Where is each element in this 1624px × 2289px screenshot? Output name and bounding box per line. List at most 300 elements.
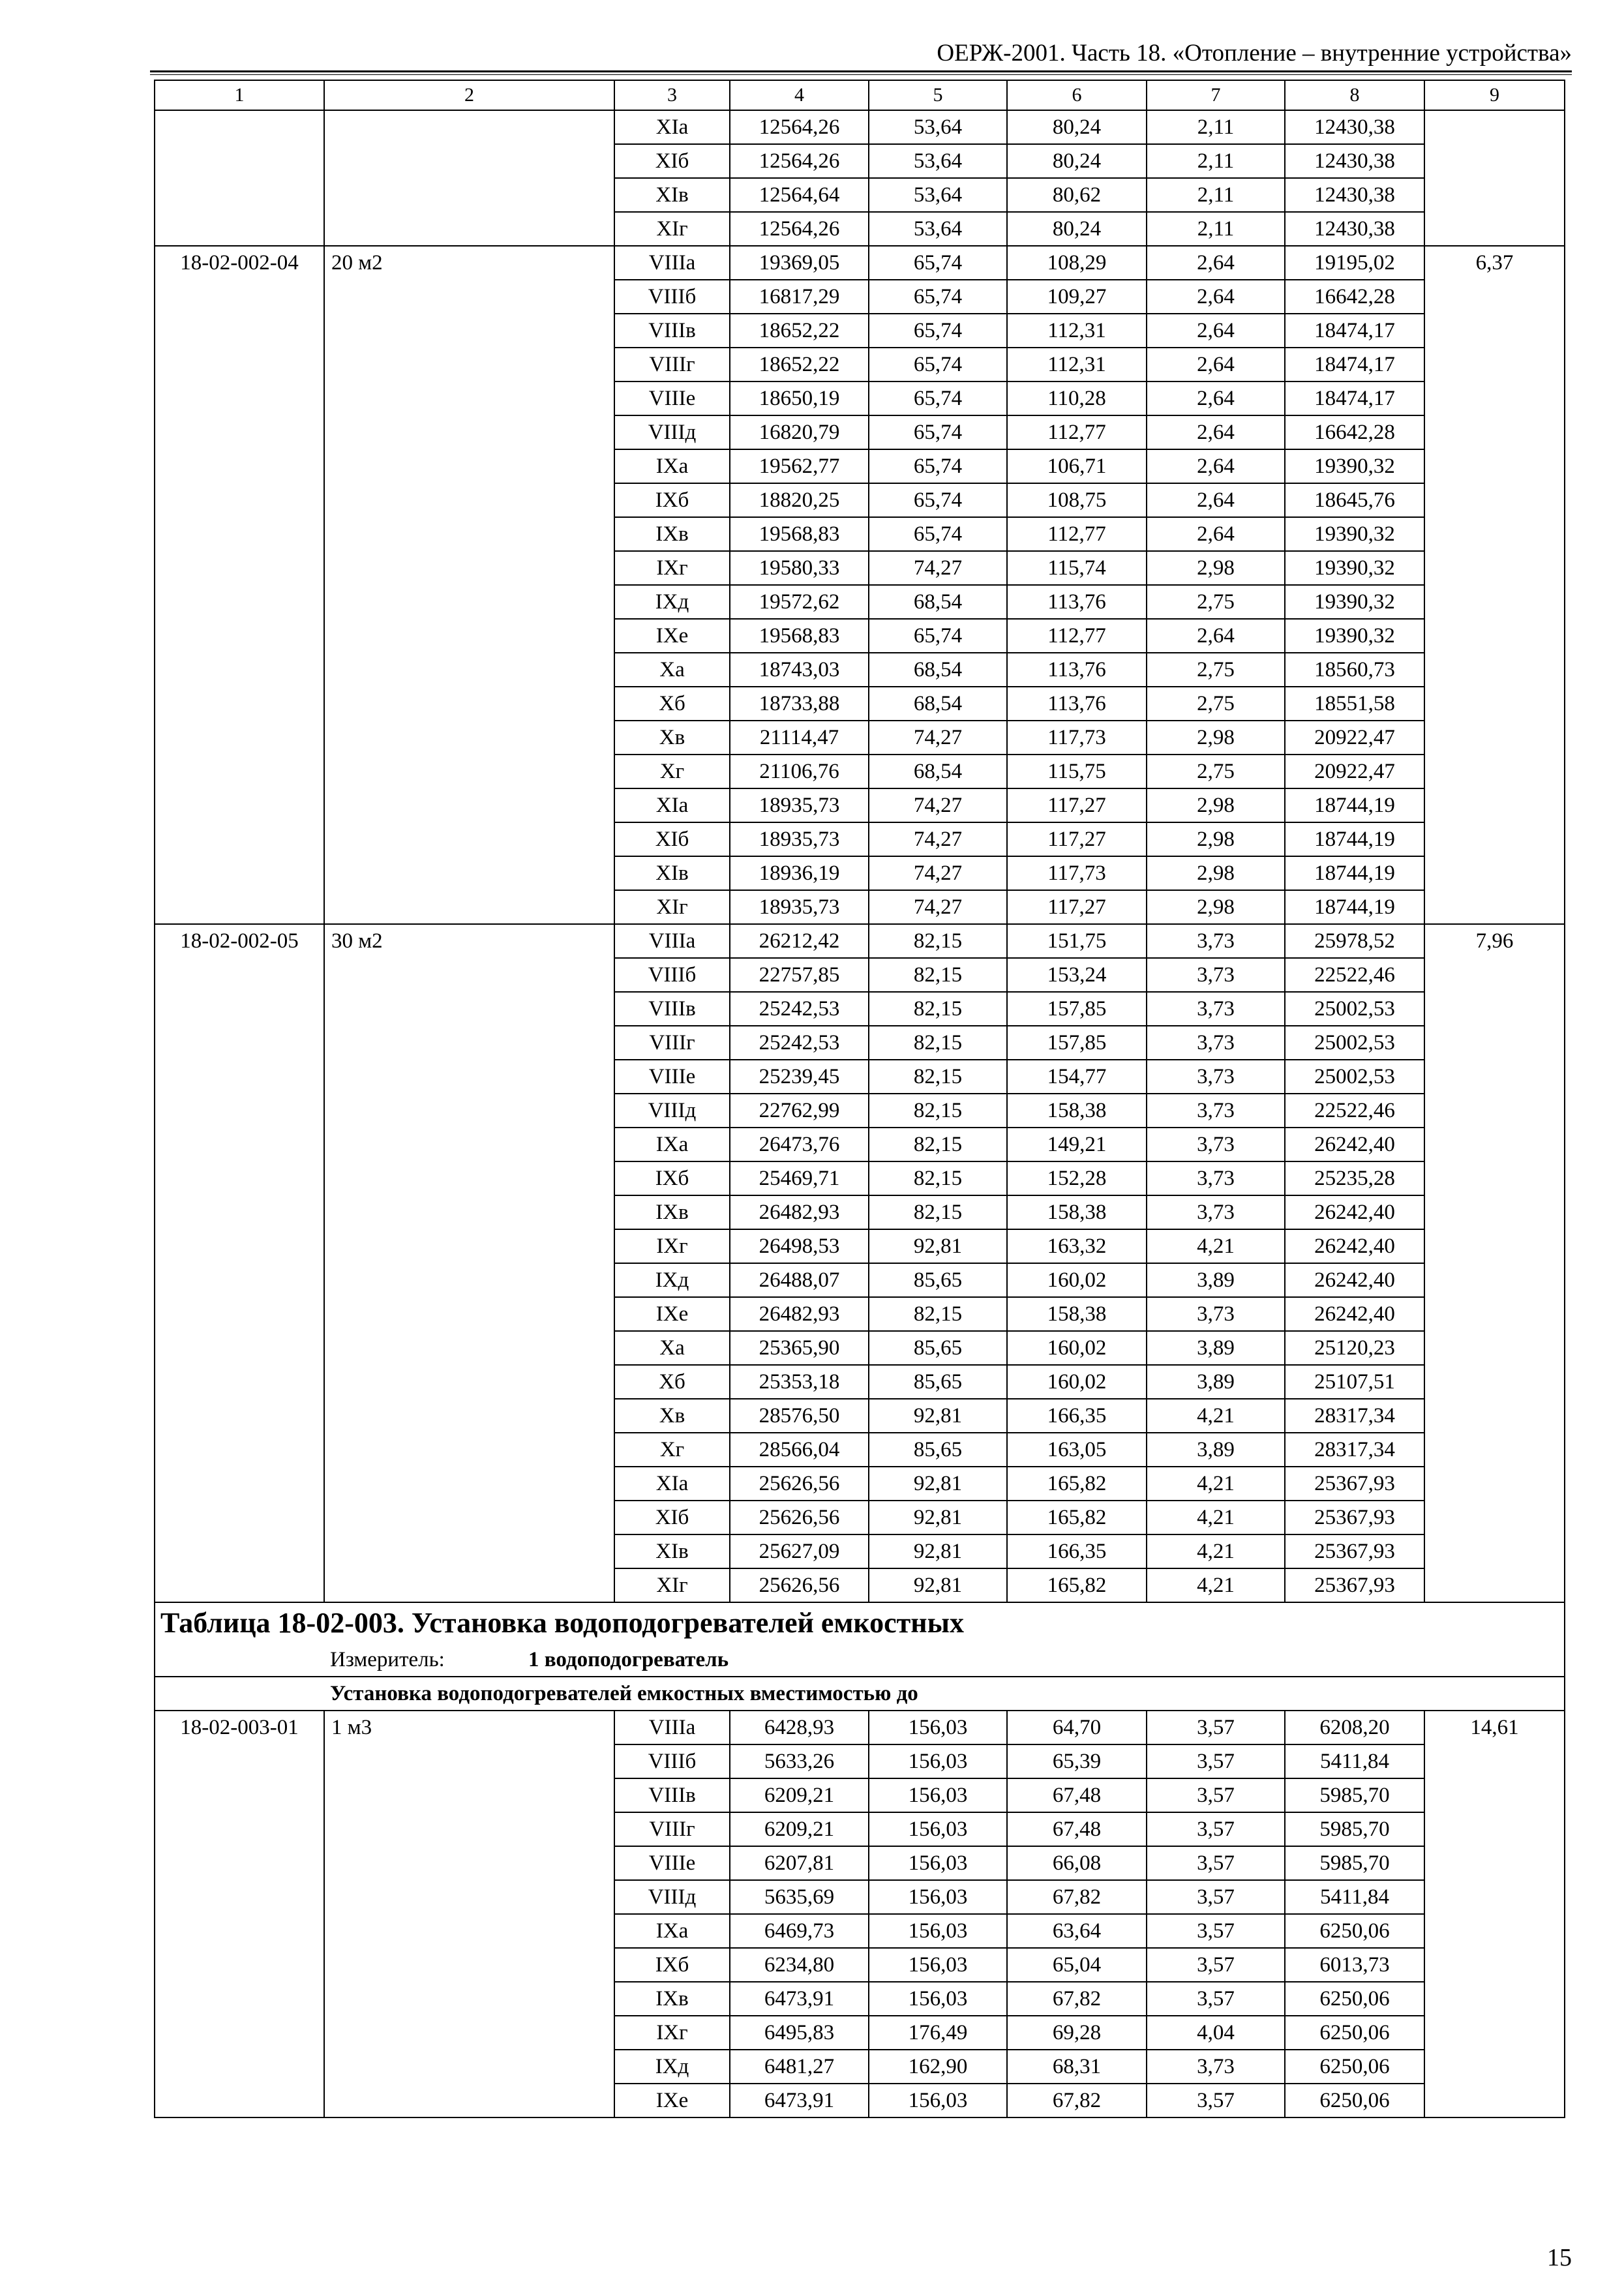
materials-cell: 25235,28 xyxy=(1285,1161,1424,1195)
total-cost-cell: 18743,03 xyxy=(730,653,869,687)
wages-cell: 85,65 xyxy=(869,1331,1007,1365)
materials-cell: 18474,17 xyxy=(1285,314,1424,348)
machines-cell: 154,77 xyxy=(1007,1060,1147,1094)
machines-cell: 67,48 xyxy=(1007,1778,1147,1812)
materials-cell: 19390,32 xyxy=(1285,449,1424,483)
region-cell: IXд xyxy=(614,1263,730,1297)
wages-cell: 65,74 xyxy=(869,483,1007,517)
measure-label: Измеритель: xyxy=(330,1648,445,1671)
wages-cell: 74,27 xyxy=(869,822,1007,856)
table-title: Таблица 18-02-003. Установка водоподогревателей емкостных xyxy=(155,1602,1565,1643)
driver-wages-cell: 3,73 xyxy=(1147,1195,1285,1229)
driver-wages-cell: 2,64 xyxy=(1147,483,1285,517)
region-cell: VIIIд xyxy=(614,1094,730,1128)
materials-cell: 28317,34 xyxy=(1285,1433,1424,1467)
driver-wages-cell: 2,98 xyxy=(1147,551,1285,585)
driver-wages-cell: 3,73 xyxy=(1147,1128,1285,1161)
materials-cell: 25367,93 xyxy=(1285,1534,1424,1568)
total-cost-cell: 16820,79 xyxy=(730,415,869,449)
wages-cell: 82,15 xyxy=(869,992,1007,1026)
wages-cell: 156,03 xyxy=(869,1711,1007,1744)
driver-wages-cell: 2,64 xyxy=(1147,382,1285,415)
driver-wages-cell: 3,57 xyxy=(1147,1914,1285,1948)
labor-cost-cell xyxy=(1424,110,1565,246)
region-cell: IXб xyxy=(614,1161,730,1195)
materials-cell: 22522,46 xyxy=(1285,958,1424,992)
materials-cell: 20922,47 xyxy=(1285,755,1424,788)
materials-cell: 6250,06 xyxy=(1285,2050,1424,2084)
region-cell: IXб xyxy=(614,483,730,517)
region-cell: VIIIд xyxy=(614,1880,730,1914)
price-table-sheet xyxy=(154,80,1564,2118)
machines-cell: 157,85 xyxy=(1007,1026,1147,1060)
materials-cell: 18744,19 xyxy=(1285,822,1424,856)
wages-cell: 156,03 xyxy=(869,1914,1007,1948)
machines-cell: 67,48 xyxy=(1007,1812,1147,1846)
materials-cell: 18744,19 xyxy=(1285,856,1424,890)
driver-wages-cell: 2,11 xyxy=(1147,144,1285,178)
total-cost-cell: 18935,73 xyxy=(730,788,869,822)
region-cell: Xг xyxy=(614,1433,730,1467)
region-cell: VIIIд xyxy=(614,415,730,449)
wages-cell: 176,49 xyxy=(869,2016,1007,2050)
region-cell: IXe xyxy=(614,1297,730,1331)
total-cost-cell: 12564,26 xyxy=(730,144,869,178)
region-cell: IXг xyxy=(614,1229,730,1263)
region-cell: XIв xyxy=(614,1534,730,1568)
region-cell: Xa xyxy=(614,653,730,687)
machines-cell: 157,85 xyxy=(1007,992,1147,1026)
region-cell: IXд xyxy=(614,2050,730,2084)
wages-cell: 65,74 xyxy=(869,619,1007,653)
region-cell: IXг xyxy=(614,2016,730,2050)
driver-wages-cell: 2,64 xyxy=(1147,314,1285,348)
machines-cell: 160,02 xyxy=(1007,1263,1147,1297)
wages-cell: 85,65 xyxy=(869,1263,1007,1297)
machines-cell: 112,31 xyxy=(1007,314,1147,348)
table-row xyxy=(155,246,1565,280)
total-cost-cell: 21106,76 xyxy=(730,755,869,788)
wages-cell: 92,81 xyxy=(869,1534,1007,1568)
table-row xyxy=(155,924,1565,958)
total-cost-cell: 12564,26 xyxy=(730,110,869,144)
total-cost-cell: 26212,42 xyxy=(730,924,869,958)
machines-cell: 80,24 xyxy=(1007,212,1147,246)
wages-cell: 65,74 xyxy=(869,415,1007,449)
total-cost-cell: 6234,80 xyxy=(730,1948,869,1982)
machines-cell: 65,04 xyxy=(1007,1948,1147,1982)
total-cost-cell: 26473,76 xyxy=(730,1128,869,1161)
driver-wages-cell: 3,57 xyxy=(1147,1948,1285,1982)
materials-cell: 16642,28 xyxy=(1285,415,1424,449)
total-cost-cell: 25627,09 xyxy=(730,1534,869,1568)
machines-cell: 160,02 xyxy=(1007,1331,1147,1365)
region-cell: XIa xyxy=(614,110,730,144)
driver-wages-cell: 2,98 xyxy=(1147,890,1285,924)
wages-cell: 68,54 xyxy=(869,653,1007,687)
total-cost-cell: 18935,73 xyxy=(730,890,869,924)
driver-wages-cell: 3,73 xyxy=(1147,1094,1285,1128)
wages-cell: 156,03 xyxy=(869,1846,1007,1880)
wages-cell: 156,03 xyxy=(869,1880,1007,1914)
machines-cell: 63,64 xyxy=(1007,1914,1147,1948)
region-cell: IXe xyxy=(614,619,730,653)
machines-cell: 109,27 xyxy=(1007,280,1147,314)
materials-cell: 18474,17 xyxy=(1285,382,1424,415)
total-cost-cell: 6473,91 xyxy=(730,2084,869,2117)
region-cell: XIa xyxy=(614,788,730,822)
region-cell: VIIIa xyxy=(614,1711,730,1744)
materials-cell: 25367,93 xyxy=(1285,1568,1424,1602)
driver-wages-cell: 3,73 xyxy=(1147,924,1285,958)
total-cost-cell: 25626,56 xyxy=(730,1568,869,1602)
column-number: 1 xyxy=(155,80,324,110)
driver-wages-cell: 2,64 xyxy=(1147,348,1285,382)
machines-cell: 160,02 xyxy=(1007,1365,1147,1399)
total-cost-cell: 6473,91 xyxy=(730,1982,869,2016)
wages-cell: 82,15 xyxy=(869,1195,1007,1229)
driver-wages-cell: 3,57 xyxy=(1147,1778,1285,1812)
driver-wages-cell: 3,57 xyxy=(1147,1880,1285,1914)
driver-wages-cell: 4,21 xyxy=(1147,1534,1285,1568)
machines-cell: 67,82 xyxy=(1007,2084,1147,2117)
wages-cell: 162,90 xyxy=(869,2050,1007,2084)
running-header: ОЕРЖ-2001. Часть 18. «Отопление – внутренние устройства» xyxy=(937,40,1572,67)
machines-cell: 163,32 xyxy=(1007,1229,1147,1263)
item-spec xyxy=(324,110,614,246)
total-cost-cell: 6495,83 xyxy=(730,2016,869,2050)
wages-cell: 53,64 xyxy=(869,212,1007,246)
machines-cell: 108,75 xyxy=(1007,483,1147,517)
wages-cell: 74,27 xyxy=(869,551,1007,585)
total-cost-cell: 6209,21 xyxy=(730,1812,869,1846)
subheading-row xyxy=(155,1677,1565,1711)
driver-wages-cell: 3,57 xyxy=(1147,1982,1285,2016)
section-subheading: Установка водоподогревателей емкостных вместимостью до xyxy=(155,1677,1565,1711)
region-cell: VIIIв xyxy=(614,992,730,1026)
total-cost-cell: 26498,53 xyxy=(730,1229,869,1263)
driver-wages-cell: 3,73 xyxy=(1147,992,1285,1026)
header-rule-thin xyxy=(150,74,1572,75)
machines-cell: 115,74 xyxy=(1007,551,1147,585)
rate-code xyxy=(155,110,324,246)
column-number: 8 xyxy=(1285,80,1424,110)
wages-cell: 65,74 xyxy=(869,314,1007,348)
region-cell: VIIIa xyxy=(614,246,730,280)
region-cell: IXв xyxy=(614,1982,730,2016)
measure-row xyxy=(155,1643,1565,1677)
materials-cell: 26242,40 xyxy=(1285,1263,1424,1297)
materials-cell: 19390,32 xyxy=(1285,619,1424,653)
region-cell: VIIIг xyxy=(614,1026,730,1060)
machines-cell: 117,73 xyxy=(1007,721,1147,755)
machines-cell: 67,82 xyxy=(1007,1982,1147,2016)
driver-wages-cell: 2,64 xyxy=(1147,415,1285,449)
wages-cell: 92,81 xyxy=(869,1467,1007,1501)
materials-cell: 6250,06 xyxy=(1285,2016,1424,2050)
total-cost-cell: 12564,64 xyxy=(730,178,869,212)
total-cost-cell: 6207,81 xyxy=(730,1846,869,1880)
machines-cell: 152,28 xyxy=(1007,1161,1147,1195)
machines-cell: 69,28 xyxy=(1007,2016,1147,2050)
driver-wages-cell: 2,11 xyxy=(1147,212,1285,246)
wages-cell: 65,74 xyxy=(869,348,1007,382)
total-cost-cell: 19562,77 xyxy=(730,449,869,483)
region-cell: VIIIe xyxy=(614,1060,730,1094)
labor-cost-cell: 7,96 xyxy=(1424,924,1565,1602)
region-cell: VIIIв xyxy=(614,1778,730,1812)
total-cost-cell: 25239,45 xyxy=(730,1060,869,1094)
price-table xyxy=(154,80,1565,2118)
region-cell: IXд xyxy=(614,585,730,619)
materials-cell: 20922,47 xyxy=(1285,721,1424,755)
driver-wages-cell: 2,75 xyxy=(1147,687,1285,721)
machines-cell: 106,71 xyxy=(1007,449,1147,483)
wages-cell: 68,54 xyxy=(869,755,1007,788)
materials-cell: 18645,76 xyxy=(1285,483,1424,517)
materials-cell: 26242,40 xyxy=(1285,1128,1424,1161)
labor-cost-cell: 14,61 xyxy=(1424,1711,1565,2117)
region-cell: VIIIв xyxy=(614,314,730,348)
wages-cell: 53,64 xyxy=(869,110,1007,144)
machines-cell: 108,29 xyxy=(1007,246,1147,280)
wages-cell: 85,65 xyxy=(869,1433,1007,1467)
table-title-row xyxy=(155,1602,1565,1643)
region-cell: VIIIб xyxy=(614,280,730,314)
total-cost-cell: 25242,53 xyxy=(730,1026,869,1060)
region-cell: IXб xyxy=(614,1948,730,1982)
region-cell: IXв xyxy=(614,1195,730,1229)
total-cost-cell: 26482,93 xyxy=(730,1297,869,1331)
machines-cell: 113,76 xyxy=(1007,687,1147,721)
wages-cell: 68,54 xyxy=(869,585,1007,619)
wages-cell: 68,54 xyxy=(869,687,1007,721)
materials-cell: 12430,38 xyxy=(1285,144,1424,178)
materials-cell: 26242,40 xyxy=(1285,1297,1424,1331)
total-cost-cell: 6209,21 xyxy=(730,1778,869,1812)
machines-cell: 153,24 xyxy=(1007,958,1147,992)
machines-cell: 66,08 xyxy=(1007,1846,1147,1880)
driver-wages-cell: 2,98 xyxy=(1147,822,1285,856)
region-cell: VIIIб xyxy=(614,958,730,992)
column-number: 2 xyxy=(324,80,614,110)
wages-cell: 53,64 xyxy=(869,144,1007,178)
materials-cell: 18744,19 xyxy=(1285,788,1424,822)
machines-cell: 165,82 xyxy=(1007,1467,1147,1501)
region-cell: XIб xyxy=(614,144,730,178)
wages-cell: 82,15 xyxy=(869,1060,1007,1094)
driver-wages-cell: 2,98 xyxy=(1147,721,1285,755)
driver-wages-cell: 2,75 xyxy=(1147,653,1285,687)
column-number: 6 xyxy=(1007,80,1147,110)
machines-cell: 163,05 xyxy=(1007,1433,1147,1467)
machines-cell: 158,38 xyxy=(1007,1195,1147,1229)
wages-cell: 85,65 xyxy=(869,1365,1007,1399)
materials-cell: 28317,34 xyxy=(1285,1399,1424,1433)
machines-cell: 117,27 xyxy=(1007,788,1147,822)
total-cost-cell: 25242,53 xyxy=(730,992,869,1026)
driver-wages-cell: 4,21 xyxy=(1147,1229,1285,1263)
materials-cell: 18474,17 xyxy=(1285,348,1424,382)
region-cell: VIIIб xyxy=(614,1744,730,1778)
region-cell: Xв xyxy=(614,721,730,755)
driver-wages-cell: 2,98 xyxy=(1147,788,1285,822)
driver-wages-cell: 3,57 xyxy=(1147,1812,1285,1846)
materials-cell: 19390,32 xyxy=(1285,585,1424,619)
wages-cell: 92,81 xyxy=(869,1501,1007,1534)
materials-cell: 25978,52 xyxy=(1285,924,1424,958)
driver-wages-cell: 3,73 xyxy=(1147,1297,1285,1331)
region-cell: IXв xyxy=(614,517,730,551)
total-cost-cell: 25626,56 xyxy=(730,1501,869,1534)
total-cost-cell: 22757,85 xyxy=(730,958,869,992)
materials-cell: 12430,38 xyxy=(1285,178,1424,212)
machines-cell: 165,82 xyxy=(1007,1568,1147,1602)
wages-cell: 65,74 xyxy=(869,449,1007,483)
header-rule xyxy=(150,70,1572,72)
driver-wages-cell: 3,73 xyxy=(1147,958,1285,992)
materials-cell: 6208,20 xyxy=(1285,1711,1424,1744)
rate-code: 18-02-002-05 xyxy=(155,924,324,1602)
wages-cell: 74,27 xyxy=(869,856,1007,890)
wages-cell: 74,27 xyxy=(869,788,1007,822)
region-cell: XIв xyxy=(614,856,730,890)
region-cell: IXe xyxy=(614,2084,730,2117)
machines-cell: 113,76 xyxy=(1007,653,1147,687)
driver-wages-cell: 4,21 xyxy=(1147,1399,1285,1433)
total-cost-cell: 28566,04 xyxy=(730,1433,869,1467)
wages-cell: 92,81 xyxy=(869,1568,1007,1602)
region-cell: XIб xyxy=(614,1501,730,1534)
wages-cell: 92,81 xyxy=(869,1399,1007,1433)
materials-cell: 6250,06 xyxy=(1285,1914,1424,1948)
total-cost-cell: 19369,05 xyxy=(730,246,869,280)
driver-wages-cell: 3,73 xyxy=(1147,1060,1285,1094)
materials-cell: 6250,06 xyxy=(1285,2084,1424,2117)
wages-cell: 156,03 xyxy=(869,1778,1007,1812)
driver-wages-cell: 4,04 xyxy=(1147,2016,1285,2050)
wages-cell: 65,74 xyxy=(869,382,1007,415)
total-cost-cell: 25365,90 xyxy=(730,1331,869,1365)
machines-cell: 112,31 xyxy=(1007,348,1147,382)
total-cost-cell: 19568,83 xyxy=(730,517,869,551)
region-cell: XIг xyxy=(614,212,730,246)
region-cell: VIIIг xyxy=(614,1812,730,1846)
machines-cell: 80,24 xyxy=(1007,110,1147,144)
region-cell: IXa xyxy=(614,1914,730,1948)
wages-cell: 65,74 xyxy=(869,280,1007,314)
wages-cell: 156,03 xyxy=(869,1744,1007,1778)
materials-cell: 25002,53 xyxy=(1285,992,1424,1026)
total-cost-cell: 21114,47 xyxy=(730,721,869,755)
machines-cell: 115,75 xyxy=(1007,755,1147,788)
driver-wages-cell: 4,21 xyxy=(1147,1568,1285,1602)
region-cell: Xв xyxy=(614,1399,730,1433)
wages-cell: 74,27 xyxy=(869,721,1007,755)
driver-wages-cell: 3,57 xyxy=(1147,2084,1285,2117)
machines-cell: 158,38 xyxy=(1007,1297,1147,1331)
machines-cell: 158,38 xyxy=(1007,1094,1147,1128)
machines-cell: 80,62 xyxy=(1007,178,1147,212)
materials-cell: 5985,70 xyxy=(1285,1778,1424,1812)
driver-wages-cell: 3,57 xyxy=(1147,1711,1285,1744)
materials-cell: 26242,40 xyxy=(1285,1229,1424,1263)
machines-cell: 166,35 xyxy=(1007,1399,1147,1433)
machines-cell: 68,31 xyxy=(1007,2050,1147,2084)
total-cost-cell: 6481,27 xyxy=(730,2050,869,2084)
materials-cell: 12430,38 xyxy=(1285,212,1424,246)
wages-cell: 82,15 xyxy=(869,924,1007,958)
region-cell: Xб xyxy=(614,1365,730,1399)
total-cost-cell: 12564,26 xyxy=(730,212,869,246)
driver-wages-cell: 4,21 xyxy=(1147,1467,1285,1501)
materials-cell: 6250,06 xyxy=(1285,1982,1424,2016)
total-cost-cell: 6428,93 xyxy=(730,1711,869,1744)
total-cost-cell: 6469,73 xyxy=(730,1914,869,1948)
machines-cell: 65,39 xyxy=(1007,1744,1147,1778)
driver-wages-cell: 3,73 xyxy=(1147,2050,1285,2084)
wages-cell: 82,15 xyxy=(869,1094,1007,1128)
materials-cell: 18744,19 xyxy=(1285,890,1424,924)
total-cost-cell: 18652,22 xyxy=(730,314,869,348)
wages-cell: 82,15 xyxy=(869,1297,1007,1331)
materials-cell: 25002,53 xyxy=(1285,1060,1424,1094)
driver-wages-cell: 3,89 xyxy=(1147,1433,1285,1467)
total-cost-cell: 26482,93 xyxy=(730,1195,869,1229)
column-number: 5 xyxy=(869,80,1007,110)
materials-cell: 26242,40 xyxy=(1285,1195,1424,1229)
total-cost-cell: 19568,83 xyxy=(730,619,869,653)
wages-cell: 82,15 xyxy=(869,1161,1007,1195)
machines-cell: 80,24 xyxy=(1007,144,1147,178)
materials-cell: 18560,73 xyxy=(1285,653,1424,687)
driver-wages-cell: 2,75 xyxy=(1147,585,1285,619)
price-table-body xyxy=(155,80,1565,2117)
machines-cell: 117,73 xyxy=(1007,856,1147,890)
driver-wages-cell: 2,75 xyxy=(1147,755,1285,788)
materials-cell: 19195,02 xyxy=(1285,246,1424,280)
materials-cell: 19390,32 xyxy=(1285,551,1424,585)
machines-cell: 149,21 xyxy=(1007,1128,1147,1161)
item-spec: 30 м2 xyxy=(324,924,614,1602)
total-cost-cell: 18820,25 xyxy=(730,483,869,517)
machines-cell: 67,82 xyxy=(1007,1880,1147,1914)
page-number: 15 xyxy=(1547,2244,1572,2271)
driver-wages-cell: 2,11 xyxy=(1147,110,1285,144)
driver-wages-cell: 3,73 xyxy=(1147,1161,1285,1195)
labor-cost-cell: 6,37 xyxy=(1424,246,1565,924)
machines-cell: 112,77 xyxy=(1007,415,1147,449)
driver-wages-cell: 2,11 xyxy=(1147,178,1285,212)
measure-value: 1 водоподогреватель xyxy=(528,1648,729,1671)
driver-wages-cell: 2,64 xyxy=(1147,449,1285,483)
region-cell: XIб xyxy=(614,822,730,856)
total-cost-cell: 25353,18 xyxy=(730,1365,869,1399)
driver-wages-cell: 3,89 xyxy=(1147,1331,1285,1365)
rate-code: 18-02-002-04 xyxy=(155,246,324,924)
total-cost-cell: 28576,50 xyxy=(730,1399,869,1433)
table-row xyxy=(155,1711,1565,1744)
driver-wages-cell: 3,73 xyxy=(1147,1026,1285,1060)
region-cell: IXг xyxy=(614,551,730,585)
region-cell: Xб xyxy=(614,687,730,721)
machines-cell: 166,35 xyxy=(1007,1534,1147,1568)
driver-wages-cell: 2,64 xyxy=(1147,619,1285,653)
materials-cell: 12430,38 xyxy=(1285,110,1424,144)
total-cost-cell: 18936,19 xyxy=(730,856,869,890)
materials-cell: 5411,84 xyxy=(1285,1744,1424,1778)
total-cost-cell: 22762,99 xyxy=(730,1094,869,1128)
